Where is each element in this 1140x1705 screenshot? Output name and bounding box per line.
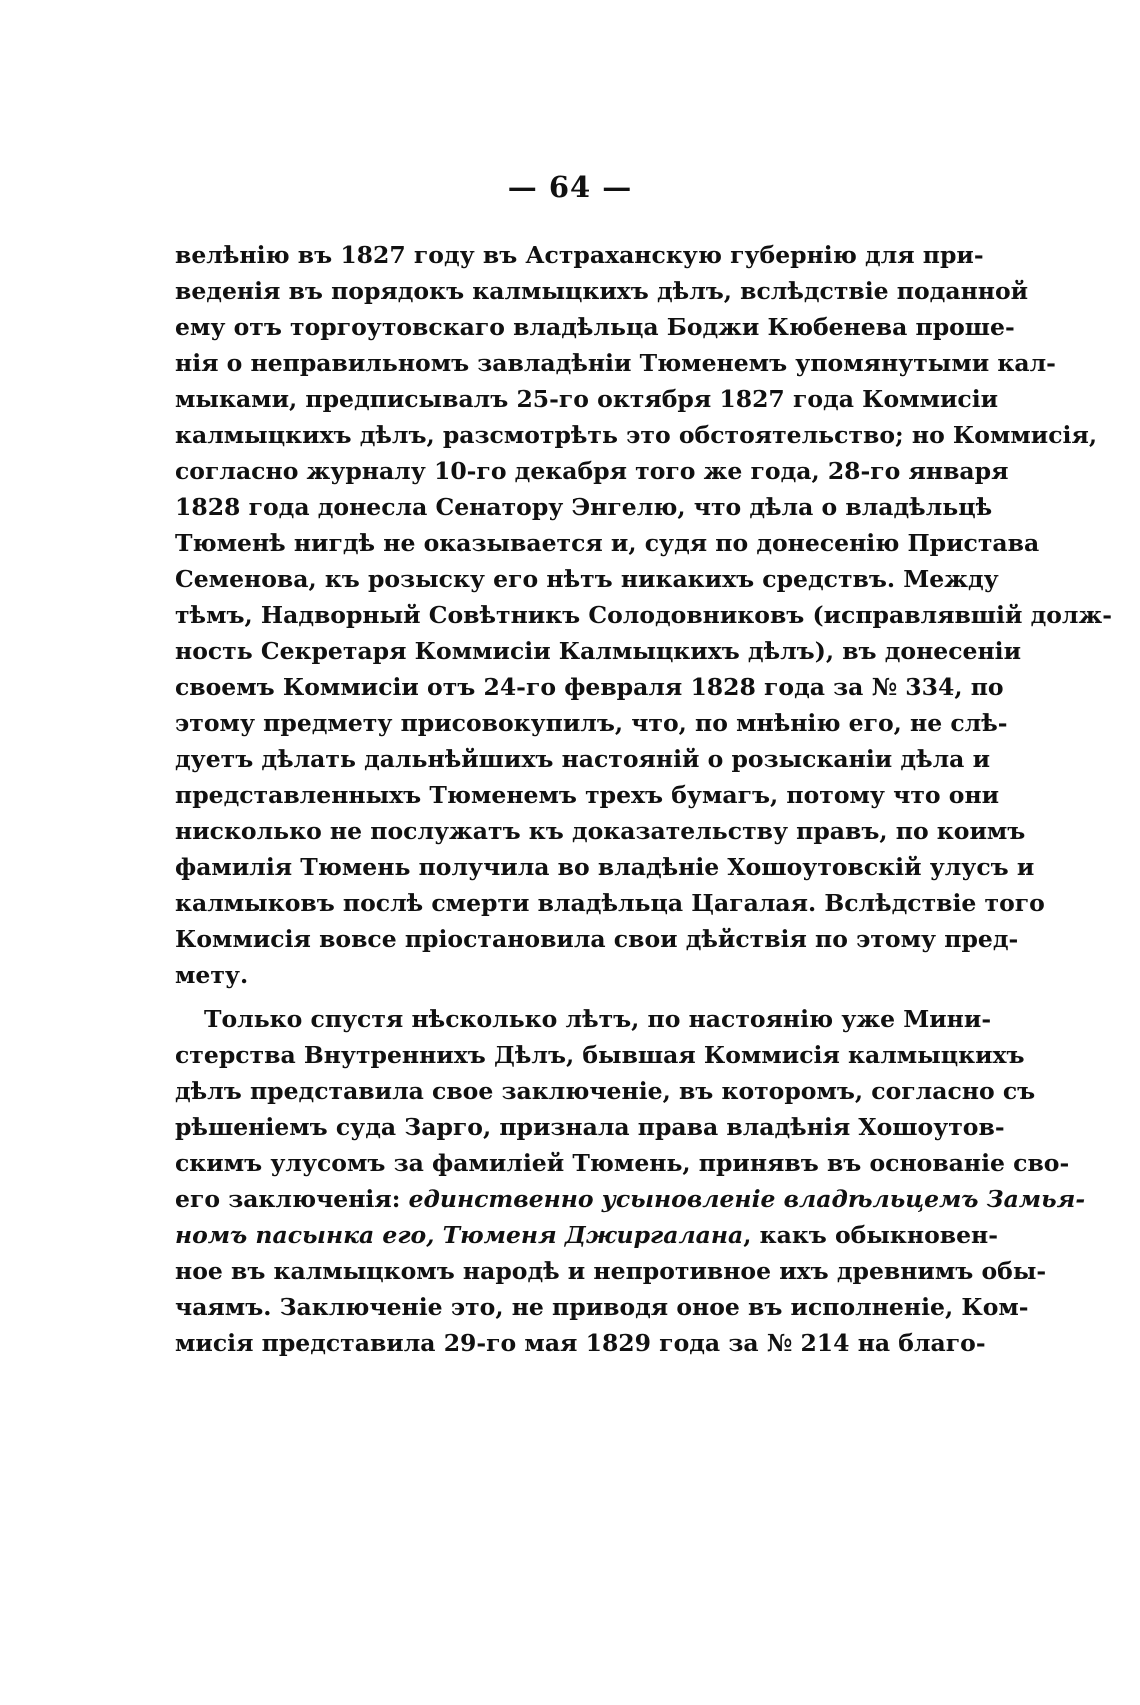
text-line-mixed bbox=[175, 1181, 1086, 1217]
paragraph-2 bbox=[175, 1001, 1086, 1361]
text-line: мыками, предписывалъ 25-го октября 1827 года Коммисіи bbox=[175, 385, 999, 413]
text-line: нисколько не послужатъ къ доказательству правъ, по коимъ bbox=[175, 817, 1026, 845]
body-text bbox=[175, 237, 1112, 1361]
text-line: ное въ калмыцкомъ народѣ и непротивное ихъ древнимъ обы- bbox=[175, 1257, 1047, 1285]
text-line: калмыцкихъ дѣлъ, разсмотрѣть это обстоятельство; но Коммисія, bbox=[175, 421, 1098, 449]
text-line: дуетъ дѣлать дальнѣйшихъ настояній о розысканіи дѣла и bbox=[175, 745, 990, 773]
text-line: фамилія Тюмень получила во владѣніе Хошоутовскій улусъ и bbox=[175, 853, 1035, 881]
text-line: Семенова, къ розыску его нѣтъ никакихъ средствъ. Между bbox=[175, 565, 999, 593]
text-line-mixed bbox=[175, 1217, 998, 1253]
text-line: 1828 года донесла Сенатору Энгелю, что дѣла о владѣльцѣ bbox=[175, 493, 993, 521]
page-number: — 64 — bbox=[507, 170, 633, 204]
plain-text: его заключенія: bbox=[175, 1185, 409, 1213]
text-line: веденія въ порядокъ калмыцкихъ дѣлъ, вслѣдствіе поданной bbox=[175, 277, 1029, 305]
text-line: Тюменѣ нигдѣ не оказывается и, судя по донесенію Пристава bbox=[175, 529, 1040, 557]
text-line: ность Секретаря Коммисіи Калмыцкихъ дѣлъ), въ донесеніи bbox=[175, 637, 1022, 665]
italic-text: единственно усыновленіе владѣльцемъ Замья- bbox=[408, 1185, 1086, 1213]
text-line: Только спустя нѣсколько лѣтъ, по настоянію уже Мини- bbox=[204, 1005, 992, 1033]
text-line: велѣнію въ 1827 году въ Астраханскую губернію для при- bbox=[175, 241, 984, 269]
italic-text: номъ пасынка его, Тюменя Джиргалана bbox=[175, 1221, 744, 1249]
plain-text: , какъ обыкновен- bbox=[743, 1221, 998, 1249]
text-line: Коммисія вовсе пріостановила свои дѣйствія по этому пред- bbox=[175, 925, 1019, 953]
paragraph-gap bbox=[175, 993, 965, 1001]
text-line: нія о неправильномъ завладѣніи Тюменемъ упомянутыми кал- bbox=[175, 349, 1056, 377]
text-line: согласно журналу 10-го декабря того же года, 28-го января bbox=[175, 457, 1009, 485]
text-line: чаямъ. Заключеніе это, не приводя оное въ исполненіе, Ком- bbox=[175, 1293, 1029, 1321]
text-line: тѣмъ, Надворный Совѣтникъ Солодовниковъ (исправлявшій долж- bbox=[175, 601, 1112, 629]
text-line: стерства Внутреннихъ Дѣлъ, бывшая Коммисія калмыцкихъ bbox=[175, 1041, 1025, 1069]
text-line: ему отъ торгоутовскаго владѣльца Боджи Кюбенева проше- bbox=[175, 313, 1015, 341]
text-line: мисія представила 29-го мая 1829 года за № 214 на благо- bbox=[175, 1329, 986, 1357]
text-line: представленныхъ Тюменемъ трехъ бумагъ, потому что они bbox=[175, 781, 1000, 809]
text-line: калмыковъ послѣ смерти владѣльца Цагалая. Вслѣдствіе того bbox=[175, 889, 1045, 917]
text-line: скимъ улусомъ за фамиліей Тюмень, принявъ въ основаніе сво- bbox=[175, 1149, 1070, 1177]
paragraph-1 bbox=[175, 237, 1112, 993]
text-line: мету. bbox=[175, 961, 249, 989]
text-line: рѣшеніемъ суда Зарго, признала права владѣнія Хошоутов- bbox=[175, 1113, 1005, 1141]
text-line: дѣлъ представила свое заключеніе, въ которомъ, согласно съ bbox=[175, 1077, 1036, 1105]
text-line: своемъ Коммисіи отъ 24-го февраля 1828 года за № 334, по bbox=[175, 673, 1004, 701]
text-line: этому предмету присовокупилъ, что, по мнѣнію его, не слѣ- bbox=[175, 709, 1008, 737]
